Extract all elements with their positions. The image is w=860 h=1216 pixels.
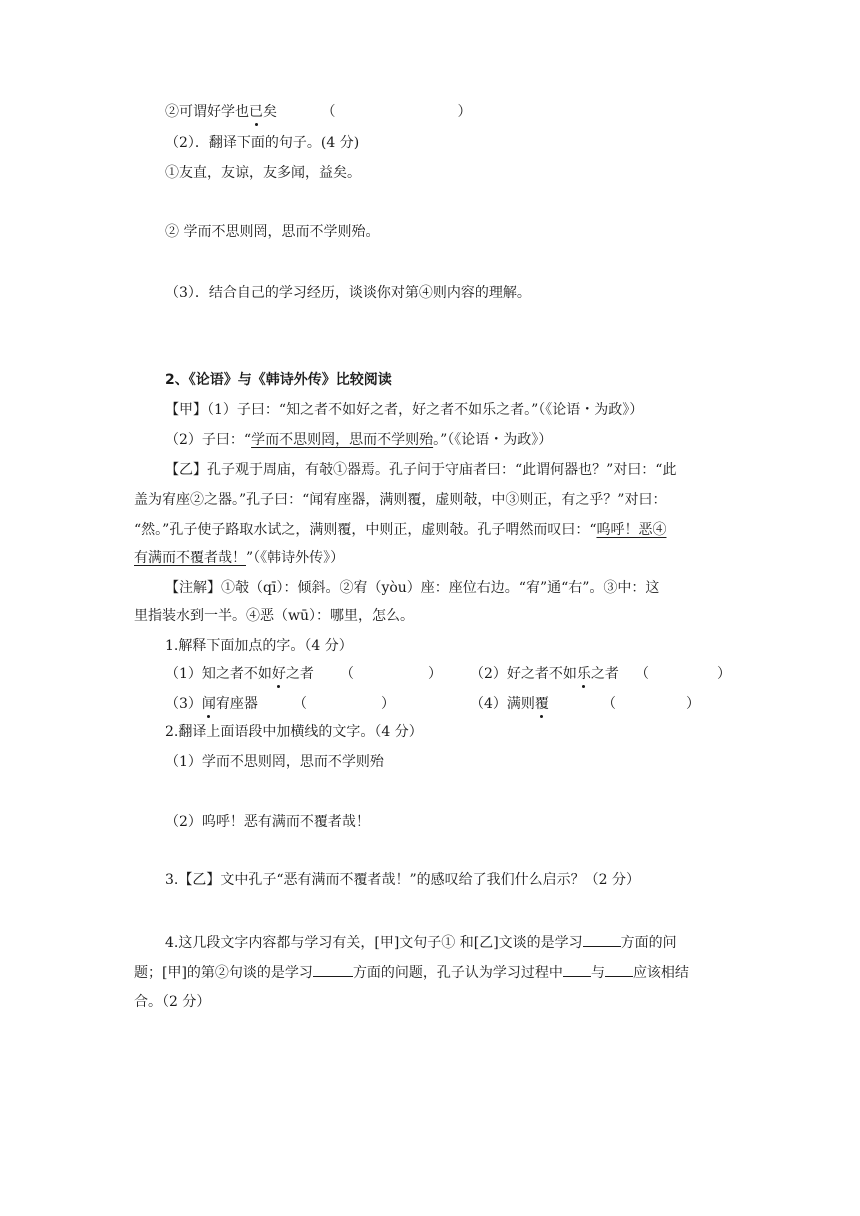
q1-item-2-answer[interactable]: （ ） [635,666,731,682]
fill-blank[interactable] [605,962,633,977]
passage-yi-line-4: 有满而不覆者哉！”（《韩诗外传》） [134,550,345,566]
note-line-1: 【注解】①攲（qī）：倾斜。②宥（yòu）座：座位右边。“宥”通“右”。③中：这 [165,580,660,596]
passage-yi-line-3: “然。”孔子使子路取水试之，满则覆，中则正，虚则攲。孔子喟然而叹曰：“呜呼！恶④ [134,522,667,538]
q1-item-2: （2）好之者不如乐之者 [470,666,619,682]
passage-jia-2: （2）子曰：“学而不思则罔，思而不学则殆。”（《论语・为政》） [165,432,553,448]
q1-item-1-answer[interactable]: （ ） [340,666,442,682]
answer-paren-close: ） [457,104,472,120]
underlined-text: 有满而不覆者哉！ [134,550,246,566]
sentence-1: ①友直，友谅，友多闻，益矣。 [165,165,361,181]
underlined-text: 呜呼！恶④ [596,522,667,538]
section-title: 2、《论语》与《韩诗外传》比较阅读 [165,372,392,388]
dotted-char: 好 [271,666,286,682]
passage-yi-line-1: 【乙】孔子观于周庙，有攲①器焉。孔子问于守庙者曰：“此谓何器也？”对曰：“此 [165,462,677,478]
q1-title: 1.解释下面加点的字。（4 分） [165,638,353,654]
note-line-2: 里指装水到一半。④恶（wū）：哪里，怎么。 [134,608,414,624]
passage-yi-line-2: 盖为宥座②之器。”孔子曰：“闻宥座器，满则覆，虚则攲，中③则正，有之乎？”对曰： [134,492,667,508]
q3-title: 3.【乙】文中孔子“恶有满而不覆者哉！”的感叹给了我们什么启示？（2 分） [165,872,641,888]
question-2-title: （2）．翻译下面的句子。(4 分) [165,135,360,151]
answer-paren-open: （ [321,104,336,120]
q1-item-1: （1）知之者不如好之者 [165,666,314,682]
underlined-text: 学而不思则罔，思而不学则殆 [251,432,434,448]
q1-item-3: （3）闻宥座器 [165,696,258,712]
question-3-title: （3）．结合自己的学习经历，谈谈你对第④则内容的理解。 [165,285,531,301]
q4-line-3: 合。（2 分） [134,994,211,1010]
fill-blank[interactable] [313,962,353,977]
sentence-2: ② 学而不思则罔，思而不学则殆。 [165,224,380,240]
q4-line-2: 题；[甲]的第②句谈的是学习 方面的问题，孔子认为学习过程中 与 应该相结 [134,962,689,983]
dotted-char: 覆 [534,696,549,712]
dotted-char: 已 [249,104,263,120]
q1-item-4: （4）满则覆 [470,696,549,712]
q2-title: 2.翻译上面语段中加横线的文字。（4 分） [165,724,423,740]
q1-item-4-answer[interactable]: （ ） [602,696,700,712]
fill-blank[interactable] [583,932,621,947]
q4-line-1: 4.这几段文字内容都与学习有关，[甲]文句子① 和[乙]文谈的是学习 方面的问 [165,932,677,953]
q1-item-3-answer[interactable]: （ ） [293,696,395,712]
dotted-char: 闻 [201,696,216,712]
q2-sentence-2: （2）呜呼！恶有满而不覆者哉！ [165,814,370,830]
fill-blank[interactable] [563,962,591,977]
passage-jia-1: 【甲】（1）子曰：“知之者不如好之者，好之者不如乐之者。”（《论语・为政》） [165,402,644,418]
q2-sentence-1: （1）学而不思则罔，思而不学则殆 [165,754,384,770]
item2-line: ②可谓好学也已矣 （ ） [165,104,472,120]
dotted-char: 乐 [576,666,591,682]
